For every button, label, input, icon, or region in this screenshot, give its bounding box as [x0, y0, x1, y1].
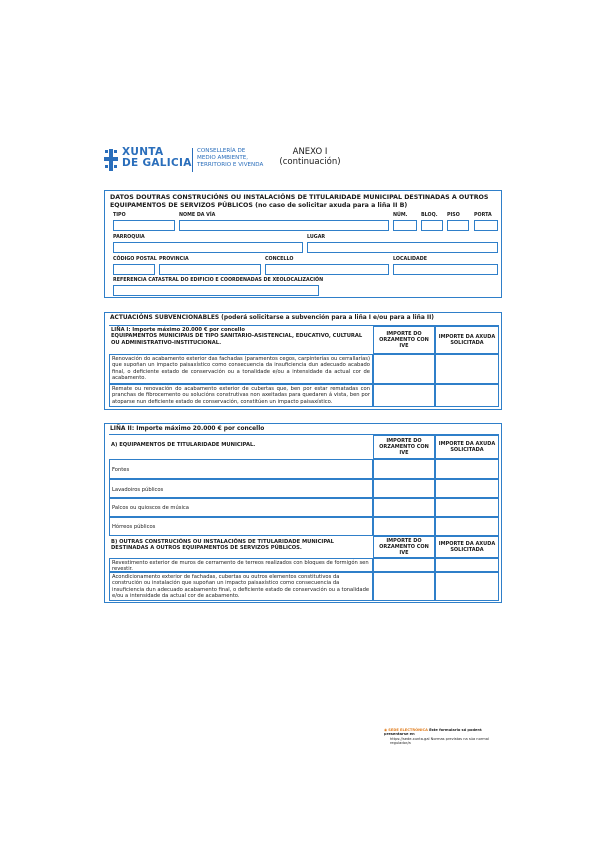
codigo-postal-field[interactable]	[113, 264, 155, 275]
nome-via-field[interactable]	[179, 220, 389, 231]
actuacion-row-label: Renovación do acabamento exterior das fachadas (paramentos cegos, carpinterías ou cerrallarías) que supoñan un impacto paisaxístico como consecuencia da insuficiencia dun adecuado acabado final, o deficiente estado de conservación ou a tonalidade e/ou a intensidade da actual cor de acabamento.	[109, 354, 373, 384]
referencia-label: REFERENCIA CATASTRAL DO EDIFICIO E COORDENADAS DE XEOLOCALIZACIÓN	[113, 278, 324, 283]
lugar-field[interactable]	[307, 242, 498, 253]
equipamento-row-label: Hórreos públicos	[109, 517, 373, 536]
footer-note-line-1: Este formulario só poderá presentarse en	[384, 728, 482, 737]
dept-line-3: TERRITORIO E VIVENDA	[197, 162, 264, 168]
importe-input[interactable]	[373, 498, 435, 517]
lugar-label: LUGAR	[307, 235, 326, 240]
axuda-input[interactable]	[435, 354, 499, 384]
axuda-input[interactable]	[435, 558, 499, 572]
col-axuda-header: IMPORTE DA AXUDA SOLICITADA	[435, 326, 499, 354]
outra-row-label: Revestimento exterior de muros de cerramento de terreos realizados con bloques de formigón sen revestir.	[109, 558, 373, 572]
col-importe-header: IMPORTE DO ORZAMENTO CON IVE	[373, 326, 435, 354]
codigo-postal-label: CÓDIGO POSTAL	[113, 257, 157, 262]
parroquia-label: PARROQUIA	[113, 235, 145, 240]
datos-section	[104, 190, 502, 298]
axuda-input[interactable]	[435, 479, 499, 498]
parroquia-field[interactable]	[113, 242, 303, 253]
annex-title: ANEXO I	[292, 147, 328, 157]
num-field[interactable]	[393, 220, 417, 231]
linea1-header-cell	[109, 326, 373, 354]
referencia-field[interactable]	[113, 285, 319, 296]
actuacions-section	[104, 312, 502, 410]
equipamento-row-label: Palcos ou quioscos de música	[109, 498, 373, 517]
dept-line-1: CONSELLERÍA DE	[197, 148, 246, 154]
linea2-a-heading: A) EQUIPAMENTOS DE TITULARIDADE MUNICIPAL.	[111, 442, 256, 448]
datos-title: DATOS DOUTRAS CONSTRUCIÓNS OU INSTALACIÓNS DE TITULARIDADE MUNICIPAL DESTINADAS A OUTROS EQUIPAMENTOS DE SERVIZOS PÚBLICOS (no caso de solicitar axuda para a liña II B)	[110, 194, 489, 209]
concello-field[interactable]	[265, 264, 389, 275]
equipamento-row-label: Fontes	[109, 459, 373, 479]
axuda-input[interactable]	[435, 498, 499, 517]
brand-line-1: XUNTA	[122, 146, 164, 158]
sede-icon: ◉	[384, 728, 388, 732]
tipo-field[interactable]	[113, 220, 175, 231]
linea2-section	[104, 423, 502, 603]
axuda-input[interactable]	[435, 517, 499, 536]
localidade-field[interactable]	[393, 264, 498, 275]
provincia-field[interactable]	[159, 264, 261, 275]
equipamento-row-label: Lavadoiros públicos	[109, 479, 373, 498]
linea2-b-heading: B) OUTRAS CONSTRUCIÓNS OU INSTALACIÓNS DE TITULARIDADE MUNICIPAL DESTINADAS A OUTROS EQUIPAMENTOS DE SERVIZOS PÚBLICOS.	[111, 539, 334, 552]
importe-input[interactable]	[373, 558, 435, 572]
outra-row-label: Acondicionamento exterior de fachadas, cubertas ou outros elementos constitutivos da construción ou instalación que supoñan un impacto paisaxístico como consecuencia da insuficiencia dun adecuado acabamento final, o deficiente estado de conservación ou a tonalidade e/ou a intensidade da actual cor de acabamento.	[109, 572, 373, 601]
num-label: NÚM.	[393, 213, 408, 218]
col-importe-header: IMPORTE DO ORZAMENTO CON IVE	[373, 536, 435, 558]
tipo-label: TIPO	[113, 213, 126, 218]
department-name	[197, 148, 263, 169]
axuda-input[interactable]	[435, 384, 499, 407]
xunta-brand-text	[122, 147, 192, 169]
annex-heading	[270, 147, 350, 167]
footer-note-line-2: https://sede.xunta.gal Normas previstas na súa normal regulador/a	[390, 736, 489, 746]
piso-label: PISO	[447, 213, 460, 218]
footer-note	[384, 728, 502, 746]
bloq-label: BLOQ.	[421, 213, 438, 218]
actuacions-title: ACTUACIÓNS SUBVENCIONABLES (poderá solicitarse a subvención para a liña I e/ou para a liña II)	[110, 315, 434, 321]
logo-separator	[192, 148, 193, 172]
importe-input[interactable]	[373, 459, 435, 479]
piso-field[interactable]	[447, 220, 469, 231]
importe-input[interactable]	[373, 384, 435, 407]
provincia-label: PROVINCIA	[159, 257, 189, 262]
linea1-heading: LIÑA I: Importe máximo 20.000 € por concello	[111, 327, 245, 333]
importe-input[interactable]	[373, 572, 435, 601]
actuacion-row-label: Remate ou renovación do acabamento exterior de cubertas que, ben por estar rematadas con pranchas de fibrocemento ou solucións construtivas non axeitadas para quedaren á vista, ben por atoparse nun deficiente estado de conservación, constitúen un impacto paisaxístico.	[109, 384, 373, 407]
porta-field[interactable]	[474, 220, 498, 231]
linea1-subheading: EQUIPAMENTOS MUNICIPAIS DE TIPO SANITARIO-ASISTENCIAL, EDUCATIVO, CULTURAL OU ADMINISTRATIVO-INSTITUCIONAL.	[111, 333, 363, 346]
dept-line-2: MEDIO AMBIENTE,	[197, 155, 249, 161]
col-axuda-header: IMPORTE DA AXUDA SOLICITADA	[435, 536, 499, 558]
localidade-label: LOCALIDADE	[393, 257, 427, 262]
linea2-title: LIÑA II: Importe máximo 20.000 € por concello	[110, 426, 265, 432]
axuda-input[interactable]	[435, 572, 499, 601]
axuda-input[interactable]	[435, 459, 499, 479]
annex-subtitle: (continuación)	[279, 157, 341, 167]
importe-input[interactable]	[373, 479, 435, 498]
bloq-field[interactable]	[421, 220, 443, 231]
brand-line-2: DE GALICIA	[122, 157, 192, 169]
concello-label: CONCELLO	[265, 257, 294, 262]
sede-label: SEDE ELECTRÓNICA	[388, 728, 428, 732]
importe-input[interactable]	[373, 354, 435, 384]
col-axuda-header: IMPORTE DA AXUDA SOLICITADA	[435, 435, 499, 459]
porta-label: PORTA	[474, 213, 492, 218]
xunta-emblem-icon	[104, 149, 118, 171]
nome-via-label: NOME DA VÍA	[179, 213, 216, 218]
col-importe-header: IMPORTE DO ORZAMENTO CON IVE	[373, 435, 435, 459]
importe-input[interactable]	[373, 517, 435, 536]
